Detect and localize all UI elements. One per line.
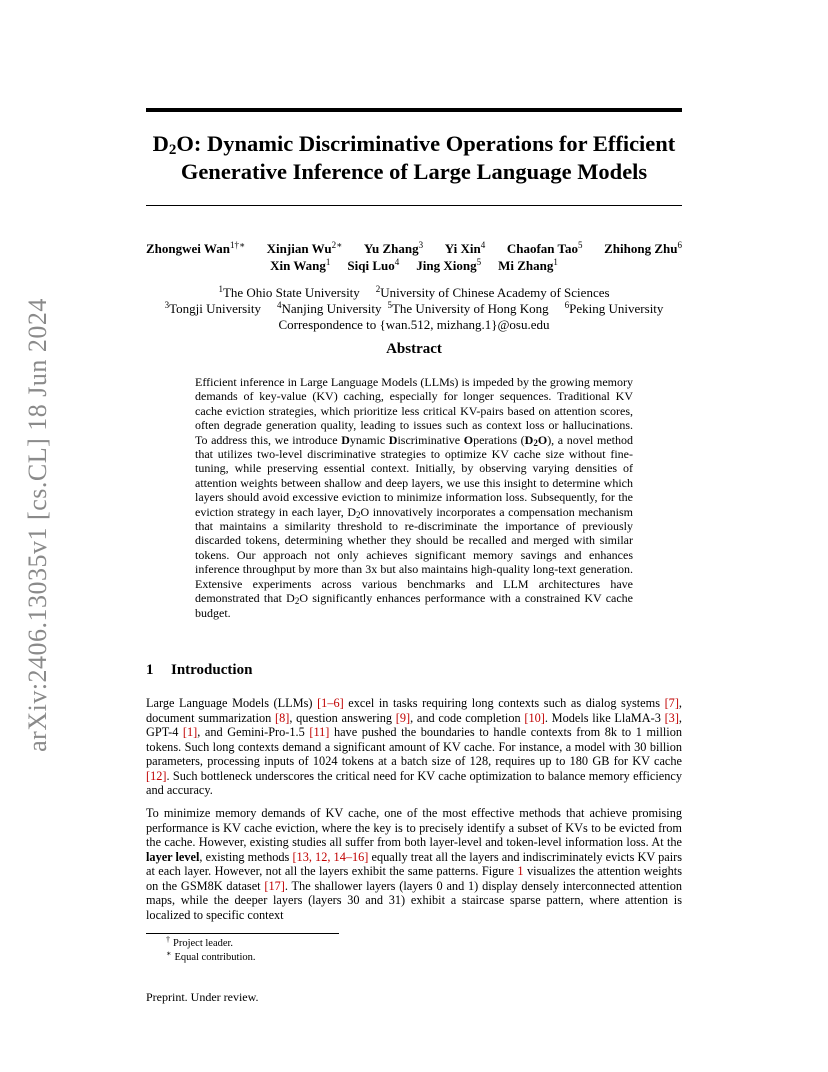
author: Xinjian $Wu^{2∗}$	[266, 240, 343, 256]
citation-link[interactable]: [9]	[395, 710, 411, 725]
author: Zhongwei Wan$^{1\dagger∗}$	[146, 240, 246, 256]
abstract-heading: Abstract	[386, 341, 442, 357]
citation-link[interactable]: [12]	[146, 768, 167, 783]
intro-paragraph-2: To minimize memory demands of KV cache, one of the most effective methods that achieve promising performance is KV cache eviction, where the key is to precisely identify a subset of KVs to be evicted from the cache. However, existing studies all suffer from both layer-level and token-level information loss. At the layer level, existing methods [13, 12, 14–16] equally treat all the layers and indiscriminately evicts KV pairs at each layer. However, not all the layers exhibit the same patterns. Figure 1 visualizes the attention weights on the GSM8K dataset [17]. The shallower layers (layers 0 and 1) display densely interconnected attention maps, while the deeper layers (layers 30 and 31) exhibit a staircase sparse pattern, where attention is localized to specific context	[146, 806, 683, 922]
citation-link[interactable]: [3]	[664, 710, 679, 725]
arxiv-watermark	[23, 290, 53, 760]
author-row-1	[146, 240, 682, 257]
footnote: ∗ Equal contribution.	[166, 949, 256, 963]
footnote: † Project leader.	[166, 935, 234, 949]
affiliation-line-2: $^3$Tongji University $^4$Nanjing University $^5$The University of Hong Kong $^6$Peking University	[164, 300, 664, 316]
author: Siqi Luo$^4$	[347, 257, 400, 273]
author: Zhihong Zhu$^6$	[604, 240, 682, 256]
author: Yi Xin$^4$	[444, 240, 486, 256]
citation-link[interactable]: [1]	[182, 725, 198, 739]
citation-link[interactable]: [17]	[264, 878, 285, 893]
preprint-notice: Preprint. Under review.	[146, 990, 259, 1004]
citation-link[interactable]: [8]	[275, 710, 290, 725]
author: Jing Xiong$^5$	[416, 257, 482, 273]
title-top-rule	[146, 108, 682, 112]
correspondence: Correspondence to {wan.512, mizhang.1}@osu.edu	[278, 317, 550, 332]
section-heading-introduction: 1 Introduction	[146, 662, 253, 678]
author-row-2	[146, 257, 682, 274]
citation-link[interactable]: [13,	[292, 849, 312, 864]
author: Yu Zhang$^3$	[363, 240, 424, 256]
title-bottom-rule	[146, 205, 682, 206]
figure-link[interactable]: 1	[517, 864, 524, 878]
citation-link[interactable]: [11]	[309, 725, 330, 739]
citation-link[interactable]: [7]	[664, 696, 679, 710]
paper-title	[146, 130, 682, 186]
author: Chaofan Tao$^5$	[506, 240, 583, 256]
citation-link[interactable]: 12,	[315, 849, 331, 864]
citation-link[interactable]: [10]	[524, 710, 545, 725]
author: Xin Wang$^1$	[270, 257, 331, 273]
author: Mi Zhang$^1$	[498, 257, 558, 273]
footnote-rule	[146, 933, 339, 934]
intro-paragraph-1: Large Language Models (LLMs) [1–6] excel in tasks requiring long contexts such as dialog systems [7], document summarization [8], question answering [9], and code completion [10]. Models like LlaMA-3 [3], GPT-4 [1], and Gemini-Pro-1.5 [11] have pushed the boundaries to handle contexts from 8k to 1 million tokens. Such long contexts demand a significant amount of KV cache. For instance, a model with 30 billion parameters, processing inputs of 1024 tokens at a batch size of 128, requires up to 180 GB for KV cache [12]. Such bottleneck underscores the critical need for KV cache optimization to balance memory efficiency and accuracy.	[146, 696, 682, 797]
author-list	[146, 240, 682, 274]
citation-link[interactable]: 14–16]	[333, 849, 369, 864]
title-line-2: Generative Inference of Large Language Models	[180, 159, 648, 184]
arxiv-id: arXiv:2406.13035v1 [cs.CL] 18 Jun 2024	[23, 298, 52, 752]
title-line-1: $D_2O$: Dynamic Discriminative Operations for Efficient	[152, 131, 676, 158]
method-name: $D_2O$	[524, 432, 548, 448]
footnotes	[166, 937, 256, 965]
affiliation-line-1: $^1$The Ohio State University $^2$University of Chinese Academy of Sciences	[218, 284, 610, 300]
affiliations	[146, 285, 682, 333]
abstract-text: Efficient inference in Large Language Models (LLMs) is impeded by the growing memory demands of key-value (KV) caching, especially for longer sequences. Traditional KV cache eviction strategies, which prioritize less critical KV-pairs based on attention scores, often degrade generation quality, leading to issues such as context loss or hallucinations. To address this, we introduce Dynamic Discriminative Operations $(D_2O)$, a novel method that utilizes two-level discriminative strategies to optimize KV cache size without fine-tuning, while preserving essential context. Initially, by observing varying densities of attention weights between shallow and deep layers, we use this insight to determine which layers should avoid excessive eviction to minimize information loss. Subsequently, for the eviction strategy in each layer, $D_2O$ innovatively incorporates a compensation mechanism that maintains a similarity threshold to re-discriminate the importance of previously discarded tokens, determining whether they should be recalled and merged with similar tokens. Our approach not only achieves significant memory savings and enhances inference throughput by more than 3x but also maintains high-quality long-text generation. Extensive experiments across various benchmarks and LLM architectures have demonstrated that $D_2O$ significantly enhances performance with a constrained KV cache budget.	[195, 375, 634, 620]
citation-link[interactable]: [1–6]	[317, 696, 344, 710]
